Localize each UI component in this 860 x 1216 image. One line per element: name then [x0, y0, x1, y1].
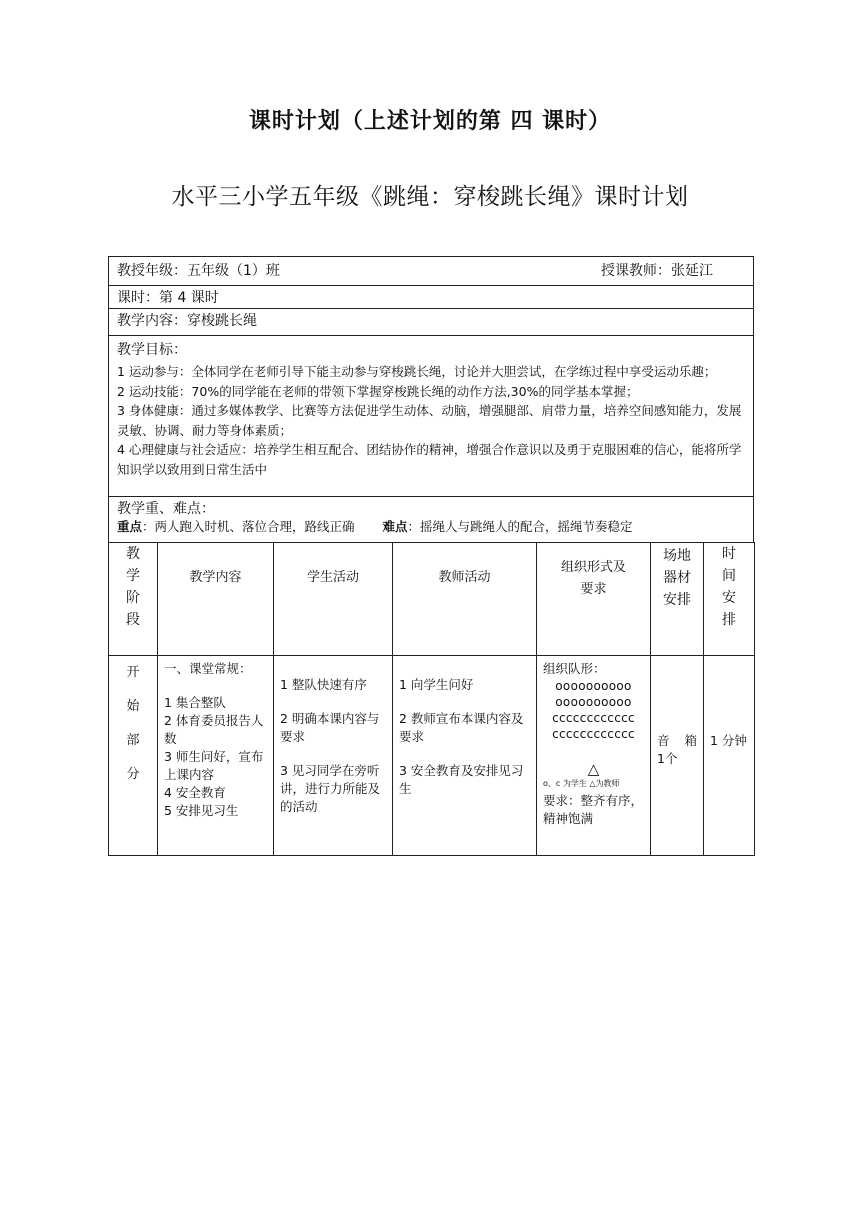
header-equipment: 场地 器材 安排	[651, 543, 704, 656]
difficulty-label: 难点	[382, 519, 408, 534]
equipment-cell	[651, 656, 704, 856]
content-cell	[158, 656, 274, 856]
goals-heading: 教学目标：	[117, 342, 187, 358]
keypoints-heading: 教学重、难点：	[117, 501, 215, 517]
formation-legend: o、c 为学生 △为教师	[543, 779, 620, 788]
goal-item: 2 运动技能：70%的同学能在老师的带领下掌握穿梭跳长绳的动作方法,30%的同学基本掌握；	[117, 383, 639, 399]
keypoints-section	[109, 497, 753, 543]
student-item: 2 明确本课内容与要求	[280, 711, 380, 744]
keypoints-line	[117, 518, 745, 536]
content-item: 3 师生问好，宣布上课内容	[164, 749, 264, 782]
content-row: 教学内容：穿梭跳长绳	[109, 309, 753, 336]
teacher-cell	[393, 656, 537, 856]
page-subtitle: 水平三小学五年级《跳绳：穿梭跳长绳》课时计划	[171, 184, 689, 210]
key-text: ：两人跑入时机、落位合理，路线正确	[142, 519, 355, 534]
content-item: 2 体育委员报告人数	[164, 713, 264, 746]
goal-item: 3 身体健康：通过多媒体教学、比赛等方法促进学生动体、动脑，增强腿部、肩带力量，培养空间感知能力，发展灵敏、协调、耐力等身体素质；	[117, 403, 742, 438]
equipment-text: 音 箱 1个	[657, 733, 697, 766]
formation-row: cccccccccccc	[552, 711, 635, 725]
org-heading: 组织队形：	[543, 661, 606, 676]
lesson-info-box	[108, 256, 754, 543]
grade-teacher-row	[109, 257, 753, 286]
header-time: 时 间 安 排	[704, 543, 755, 656]
teacher-item: 1 向学生问好	[399, 677, 474, 692]
teacher-triangle-icon: △	[587, 760, 600, 778]
formation-row: oooooooooo	[555, 679, 632, 693]
content-heading: 一、课堂常规：	[164, 661, 252, 676]
teacher-item: 3 安全教育及安排见习生	[399, 763, 524, 796]
time-text: 1 分钟	[710, 733, 747, 748]
goal-item: 4 心理健康与社会适应：培养学生相互配合、团结协作的精神，增强合作意识以及勇于克服困难的信心，能将所学知识学以致用到日常生活中	[117, 442, 742, 477]
student-cell	[274, 656, 393, 856]
org-cell	[537, 656, 651, 856]
teacher-item: 2 教师宣布本课内容及要求	[399, 711, 524, 744]
org-requirement: 要求：整齐有序，精神饱满	[543, 793, 644, 826]
header-teacher: 教师活动	[393, 543, 537, 656]
student-item: 3 见习同学在旁听讲，进行力所能及的活动	[280, 763, 381, 814]
formation-row: oooooooooo	[555, 695, 632, 709]
time-cell	[704, 656, 755, 856]
goal-item: 1 运动参与：全体同学在老师引导下能主动参与穿梭跳长绳，讨论并大胆尝试，在学练过程中享受运动乐趣；	[117, 364, 717, 379]
table-header-row	[109, 543, 755, 656]
formation-row: cccccccccccc	[552, 727, 635, 741]
header-content: 教学内容	[158, 543, 274, 656]
table-row	[109, 656, 755, 856]
student-item: 1 整队快速有序	[280, 677, 367, 692]
teacher-label: 授课教师：张延江	[601, 263, 713, 279]
header-student: 学生活动	[274, 543, 393, 656]
stage-start: 开 始 部 分	[109, 656, 158, 856]
grade-label: 教授年级：五年级（1）班	[117, 263, 280, 279]
header-org: 组织形式及 要求	[537, 543, 651, 656]
content-item: 5 安排见习生	[164, 803, 239, 818]
lesson-row: 课时：第 4 课时	[109, 286, 753, 309]
lesson-plan-table	[108, 542, 755, 856]
page-title: 课时计划（上述计划的第 四 课时）	[248, 109, 612, 134]
content-item: 4 安全教育	[164, 785, 226, 800]
key-label: 重点	[117, 519, 143, 534]
difficulty-text: ：摇绳人与跳绳人的配合，摇绳节奏稳定	[407, 519, 633, 534]
header-stage: 教 学 阶 段	[109, 543, 158, 656]
goals-section	[109, 336, 753, 497]
content-item: 1 集合整队	[164, 695, 226, 710]
